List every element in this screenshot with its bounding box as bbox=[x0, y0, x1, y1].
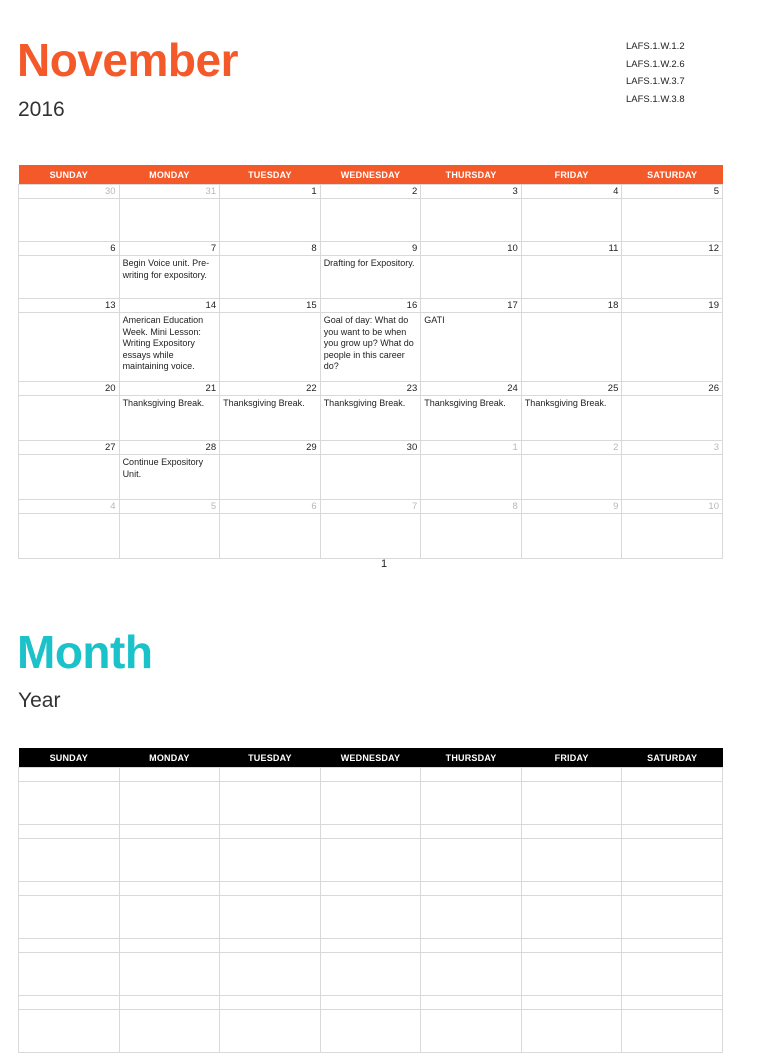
day-number: 2 bbox=[320, 185, 421, 199]
day-number bbox=[421, 768, 522, 782]
day-note bbox=[19, 782, 120, 825]
week-notes-row bbox=[19, 1010, 723, 1053]
day-number bbox=[119, 825, 220, 839]
day-number bbox=[320, 996, 421, 1010]
day-note bbox=[19, 256, 120, 299]
week-notes-row bbox=[19, 313, 723, 382]
day-number bbox=[119, 996, 220, 1010]
day-note bbox=[19, 839, 120, 882]
day-note bbox=[421, 896, 522, 939]
day-number: 22 bbox=[220, 382, 321, 396]
day-note bbox=[521, 455, 622, 500]
day-note bbox=[521, 839, 622, 882]
week-number-row bbox=[19, 185, 723, 199]
day-number bbox=[320, 882, 421, 896]
day-number: 12 bbox=[622, 242, 723, 256]
day-note bbox=[421, 199, 522, 242]
day-note: Drafting for Expository. bbox=[320, 256, 421, 299]
day-number: 27 bbox=[19, 441, 120, 455]
day-note bbox=[421, 514, 522, 559]
day-note: GATI bbox=[421, 313, 522, 382]
day-note bbox=[220, 514, 321, 559]
day-header-row bbox=[19, 748, 723, 768]
day-number: 4 bbox=[521, 185, 622, 199]
week-notes-row bbox=[19, 896, 723, 939]
day-note bbox=[622, 396, 723, 441]
day-number bbox=[119, 939, 220, 953]
day-number bbox=[320, 825, 421, 839]
day-note bbox=[119, 782, 220, 825]
day-note: American Education Week. Mini Lesson: Writing Expository essays while maintaining voice. bbox=[119, 313, 220, 382]
day-number bbox=[521, 882, 622, 896]
day-number bbox=[421, 882, 522, 896]
day-note bbox=[119, 1010, 220, 1053]
day-header: SATURDAY bbox=[622, 748, 723, 768]
day-note bbox=[622, 782, 723, 825]
day-number bbox=[521, 768, 622, 782]
day-header: SUNDAY bbox=[19, 165, 120, 185]
day-note bbox=[220, 782, 321, 825]
day-number: 20 bbox=[19, 382, 120, 396]
week-notes-row bbox=[19, 953, 723, 996]
year-title: 2016 bbox=[18, 98, 65, 121]
day-number: 2 bbox=[521, 441, 622, 455]
day-note bbox=[421, 953, 522, 996]
day-note: Thanksgiving Break. bbox=[220, 396, 321, 441]
month-title: November bbox=[17, 34, 238, 86]
day-header: THURSDAY bbox=[421, 165, 522, 185]
day-header: WEDNESDAY bbox=[320, 165, 421, 185]
day-number: 14 bbox=[119, 299, 220, 313]
day-number bbox=[521, 996, 622, 1010]
blank-calendar bbox=[18, 748, 723, 1053]
day-note: Thanksgiving Break. bbox=[421, 396, 522, 441]
day-number bbox=[622, 768, 723, 782]
day-number: 8 bbox=[220, 242, 321, 256]
day-note: Thanksgiving Break. bbox=[320, 396, 421, 441]
day-number: 9 bbox=[521, 500, 622, 514]
day-note bbox=[220, 953, 321, 996]
week-notes-row bbox=[19, 199, 723, 242]
standards-list bbox=[626, 38, 685, 108]
day-number: 24 bbox=[421, 382, 522, 396]
day-number bbox=[19, 939, 120, 953]
day-number: 30 bbox=[320, 441, 421, 455]
day-number bbox=[521, 939, 622, 953]
day-header: SATURDAY bbox=[622, 165, 723, 185]
day-number bbox=[220, 996, 321, 1010]
week-notes-row bbox=[19, 256, 723, 299]
day-note bbox=[119, 199, 220, 242]
day-header: TUESDAY bbox=[220, 165, 321, 185]
month-title-template: Month bbox=[17, 626, 153, 678]
day-number bbox=[220, 939, 321, 953]
day-number: 6 bbox=[220, 500, 321, 514]
week-number-row bbox=[19, 768, 723, 782]
day-number bbox=[220, 882, 321, 896]
day-number bbox=[622, 996, 723, 1010]
day-note bbox=[320, 953, 421, 996]
day-number: 1 bbox=[220, 185, 321, 199]
day-note bbox=[320, 839, 421, 882]
day-number: 13 bbox=[19, 299, 120, 313]
day-note bbox=[19, 953, 120, 996]
november-calendar bbox=[18, 165, 723, 559]
day-note bbox=[119, 953, 220, 996]
day-note bbox=[220, 199, 321, 242]
day-number bbox=[119, 768, 220, 782]
day-number bbox=[622, 882, 723, 896]
day-number: 25 bbox=[521, 382, 622, 396]
day-note bbox=[220, 839, 321, 882]
day-note bbox=[320, 782, 421, 825]
day-number bbox=[119, 882, 220, 896]
day-number bbox=[421, 996, 522, 1010]
day-header: TUESDAY bbox=[220, 748, 321, 768]
day-header: WEDNESDAY bbox=[320, 748, 421, 768]
day-number: 30 bbox=[19, 185, 120, 199]
day-number bbox=[320, 939, 421, 953]
day-number: 9 bbox=[320, 242, 421, 256]
day-number: 4 bbox=[19, 500, 120, 514]
day-header: THURSDAY bbox=[421, 748, 522, 768]
day-note bbox=[622, 313, 723, 382]
day-note bbox=[622, 514, 723, 559]
day-number bbox=[220, 768, 321, 782]
day-note bbox=[622, 953, 723, 996]
day-note bbox=[622, 1010, 723, 1053]
day-note bbox=[19, 896, 120, 939]
day-note bbox=[320, 514, 421, 559]
week-number-row bbox=[19, 441, 723, 455]
day-number: 8 bbox=[421, 500, 522, 514]
week-notes-row bbox=[19, 782, 723, 825]
day-number: 3 bbox=[622, 441, 723, 455]
day-header: FRIDAY bbox=[521, 165, 622, 185]
day-number bbox=[421, 939, 522, 953]
day-note bbox=[521, 313, 622, 382]
day-note bbox=[521, 782, 622, 825]
day-note bbox=[220, 313, 321, 382]
day-number bbox=[622, 825, 723, 839]
week-number-row bbox=[19, 939, 723, 953]
day-note: Goal of day: What do you want to be when you grow up? What do people in this career do? bbox=[320, 313, 421, 382]
day-number: 16 bbox=[320, 299, 421, 313]
day-note bbox=[220, 256, 321, 299]
day-number: 15 bbox=[220, 299, 321, 313]
day-note bbox=[521, 514, 622, 559]
week-notes-row bbox=[19, 396, 723, 441]
day-note: Begin Voice unit. Pre-writing for expository. bbox=[119, 256, 220, 299]
week-number-row bbox=[19, 825, 723, 839]
day-note bbox=[521, 953, 622, 996]
day-note bbox=[19, 455, 120, 500]
day-note: Thanksgiving Break. bbox=[521, 396, 622, 441]
day-number: 19 bbox=[622, 299, 723, 313]
day-note bbox=[421, 1010, 522, 1053]
day-number: 28 bbox=[119, 441, 220, 455]
day-number: 26 bbox=[622, 382, 723, 396]
day-note bbox=[622, 455, 723, 500]
day-number: 31 bbox=[119, 185, 220, 199]
day-note bbox=[220, 896, 321, 939]
day-number: 29 bbox=[220, 441, 321, 455]
day-number: 1 bbox=[421, 441, 522, 455]
day-number bbox=[19, 996, 120, 1010]
day-number: 6 bbox=[19, 242, 120, 256]
day-note bbox=[220, 455, 321, 500]
day-number: 7 bbox=[119, 242, 220, 256]
week-notes-row bbox=[19, 839, 723, 882]
day-number bbox=[320, 768, 421, 782]
day-number bbox=[220, 825, 321, 839]
standard-item: LAFS.1.W.3.7 bbox=[626, 76, 685, 87]
day-header: MONDAY bbox=[119, 748, 220, 768]
day-note bbox=[622, 256, 723, 299]
day-note bbox=[521, 256, 622, 299]
page-number: 1 bbox=[380, 558, 388, 570]
day-number: 11 bbox=[521, 242, 622, 256]
day-note bbox=[521, 1010, 622, 1053]
week-notes-row bbox=[19, 514, 723, 559]
day-note bbox=[421, 455, 522, 500]
day-note bbox=[320, 1010, 421, 1053]
day-number: 3 bbox=[421, 185, 522, 199]
day-note bbox=[19, 1010, 120, 1053]
week-number-row bbox=[19, 382, 723, 396]
day-number: 7 bbox=[320, 500, 421, 514]
standard-item: LAFS.1.W.1.2 bbox=[626, 41, 685, 52]
standard-item: LAFS.1.W.3.8 bbox=[626, 93, 685, 105]
day-note bbox=[320, 199, 421, 242]
week-number-row bbox=[19, 996, 723, 1010]
day-note bbox=[421, 782, 522, 825]
week-number-row bbox=[19, 500, 723, 514]
day-note bbox=[320, 896, 421, 939]
day-note bbox=[421, 256, 522, 299]
day-number bbox=[19, 825, 120, 839]
day-number: 18 bbox=[521, 299, 622, 313]
day-header: FRIDAY bbox=[521, 748, 622, 768]
day-note bbox=[622, 199, 723, 242]
day-number bbox=[521, 825, 622, 839]
day-number bbox=[19, 882, 120, 896]
day-note bbox=[421, 839, 522, 882]
day-header: MONDAY bbox=[119, 165, 220, 185]
day-number: 5 bbox=[119, 500, 220, 514]
week-notes-row bbox=[19, 455, 723, 500]
day-note bbox=[622, 839, 723, 882]
day-note bbox=[320, 455, 421, 500]
day-number bbox=[622, 939, 723, 953]
day-note bbox=[119, 514, 220, 559]
day-note bbox=[220, 1010, 321, 1053]
year-title-template: Year bbox=[18, 689, 61, 712]
standard-item: LAFS.1.W.2.6 bbox=[626, 58, 685, 70]
day-note bbox=[521, 199, 622, 242]
day-note bbox=[19, 514, 120, 559]
day-header: SUNDAY bbox=[19, 748, 120, 768]
day-number bbox=[421, 825, 522, 839]
day-note bbox=[19, 396, 120, 441]
day-number: 23 bbox=[320, 382, 421, 396]
day-number: 21 bbox=[119, 382, 220, 396]
day-note bbox=[622, 896, 723, 939]
day-number: 5 bbox=[622, 185, 723, 199]
day-note: Thanksgiving Break. bbox=[119, 396, 220, 441]
day-header-row bbox=[19, 165, 723, 185]
day-number bbox=[19, 768, 120, 782]
day-note bbox=[119, 839, 220, 882]
day-number: 17 bbox=[421, 299, 522, 313]
day-note bbox=[19, 313, 120, 382]
day-note bbox=[119, 896, 220, 939]
day-number: 10 bbox=[421, 242, 522, 256]
day-number: 10 bbox=[622, 500, 723, 514]
week-number-row bbox=[19, 882, 723, 896]
week-number-row bbox=[19, 242, 723, 256]
day-note bbox=[19, 199, 120, 242]
day-note: Continue Expository Unit. bbox=[119, 455, 220, 500]
day-note bbox=[521, 896, 622, 939]
week-number-row bbox=[19, 299, 723, 313]
